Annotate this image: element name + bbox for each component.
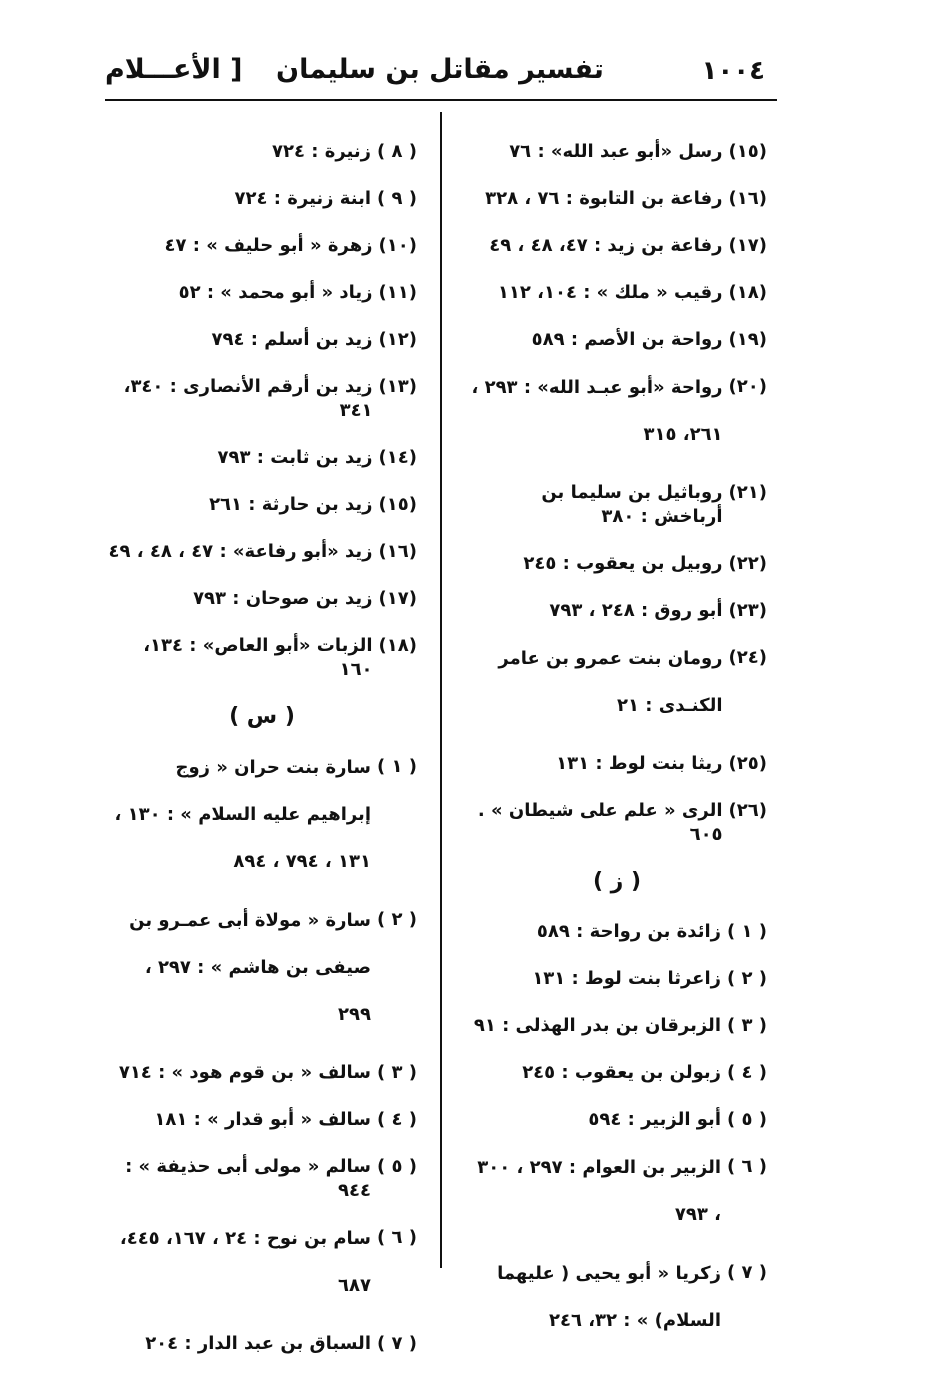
- letter-heading: ( س ): [229, 704, 295, 729]
- section-title: [ الأعـــلام: [105, 54, 243, 85]
- entry-text: رفاعة بن زيد : ٤٧، ٤٨ ، ٤٩: [489, 235, 723, 256]
- entry-text: سام بن نوح : ٢٤ ، ١٦٧، ٤٤٥، ٦٨٧: [119, 1228, 371, 1296]
- entry-number: (١٦): [728, 188, 767, 209]
- index-entry: [107, 281, 417, 305]
- index-entry: [107, 1108, 417, 1132]
- index-entry: [467, 1014, 767, 1038]
- entry-text: زيد بن أرقم الأنصارى : ٣٤٠، ٣٤١: [123, 376, 373, 421]
- entry-text: ابنة زنيرة : ٧٢٤: [234, 188, 371, 209]
- entry-text: أبو الزبير : ٥٩٤: [588, 1109, 721, 1130]
- index-entry: [467, 281, 767, 305]
- index-entry: [107, 1226, 417, 1309]
- entry-text: زكريا « أبو يحيى ( عليهما السلام) » : ٣٢، ٢٤٦: [497, 1263, 721, 1331]
- index-entry: [107, 755, 417, 885]
- entry-text: سالف « بن قوم هود » : ٧١٤: [118, 1062, 371, 1083]
- entry-text: رفاعة بن التابوة : ٧٦ ، ٣٢٨: [485, 188, 723, 209]
- right-column: [467, 140, 767, 1367]
- entry-text: الزبير بن العوام : ٢٩٧ ، ٣٠٠ ، ٧٩٣: [477, 1157, 721, 1225]
- entry-number: ( ١ ): [727, 921, 767, 942]
- entry-text: زهرة « أبو حليف » : ٤٧: [164, 235, 373, 256]
- index-entry: [107, 446, 417, 470]
- index-entry: [107, 1155, 417, 1203]
- index-entry: [107, 493, 417, 517]
- index-entry: [467, 646, 767, 729]
- entry-number: ( ٢ ): [727, 968, 767, 989]
- letter-heading: ( ز ): [592, 869, 642, 894]
- entry-text: زيد «أبو رفاعة» : ٤٧ ، ٤٨ ، ٤٩: [108, 541, 373, 562]
- entry-number: ( ٥ ): [727, 1109, 767, 1130]
- entry-number: (١١): [378, 282, 417, 303]
- entry-text: الزبرقان بن بدر الهذلى : ٩١: [473, 1015, 721, 1036]
- index-entry: [467, 328, 767, 352]
- entry-number: (١٤): [378, 447, 417, 468]
- entry-number: (١٢): [378, 329, 417, 350]
- entry-number: (٢٠): [728, 376, 767, 397]
- entry-text: زاعرثا بنت لوط : ١٣١: [532, 968, 721, 989]
- index-entry: [107, 1061, 417, 1085]
- entry-text: زيد بن ثابت : ٧٩٣: [217, 447, 373, 468]
- entry-number: ( ٤ ): [727, 1062, 767, 1083]
- entry-text: سارة بنت حران « زوج إبراهيم عليه السلام » : ١٣٠ ، ١٣١ ، ٧٩٤ ، ٨٩٤: [114, 757, 371, 872]
- entry-number: ( ٩ ): [377, 188, 417, 209]
- index-entry: [107, 140, 417, 164]
- index-entry: [107, 634, 417, 682]
- entry-number: ( ٧ ): [727, 1262, 767, 1283]
- page-header: [105, 52, 775, 98]
- entry-number: (١٣): [378, 376, 417, 397]
- index-entry: [467, 140, 767, 164]
- index-entry: [107, 1332, 417, 1356]
- entry-text: زنيرة : ٧٢٤: [272, 141, 371, 162]
- index-entry: [107, 587, 417, 611]
- entry-number: (١٥): [378, 494, 417, 515]
- entry-number: (١٨): [728, 282, 767, 303]
- entry-text: رقيب « ملك » : ١٠٤، ١١٢: [497, 282, 723, 303]
- entry-text: سالم « مولى أبى حذيفة » : ٩٤٤: [125, 1156, 371, 1201]
- entry-number: ( ٣ ): [727, 1015, 767, 1036]
- entry-text: روباثيل بن سليما بن أرباخش : ٣٨٠: [541, 482, 723, 527]
- entry-text: سارة « مولاة أبى عمـرو بن صيفى بن هاشم » : ٢٩٧ ، ٢٩٩: [129, 910, 371, 1025]
- index-entry: [467, 375, 767, 458]
- entry-text: الزبات «أبو العاص» : ١٣٤، ١٦٠: [143, 635, 373, 680]
- entry-number: (٢٥): [728, 753, 767, 774]
- entry-text: زياد « أبو محمد » : ٥٢: [178, 282, 373, 303]
- entry-number: (١٩): [728, 329, 767, 350]
- entry-text: زيد بن حارثة : ٢٦١: [209, 494, 373, 515]
- index-entry: [107, 328, 417, 352]
- entry-text: رواحة «أبو عبـد الله» : ٢٩٣ ، ٢٦١، ٣١٥: [471, 377, 723, 445]
- index-entry: [467, 1261, 767, 1344]
- entry-text: زيد بن أسلم : ٧٩٤: [211, 329, 373, 350]
- index-entry: [107, 234, 417, 258]
- index-entry: [467, 967, 767, 991]
- entry-number: (١٧): [378, 588, 417, 609]
- entry-text: ريثا بنت لوط : ١٣١: [556, 753, 723, 774]
- entry-text: رواحة بن الأصم : ٥٨٩: [531, 329, 723, 350]
- left-column: [107, 140, 417, 1379]
- entry-text: السباق بن عبد الدار : ٢٠٤: [145, 1333, 371, 1354]
- entry-number: (١٦): [378, 541, 417, 562]
- entry-text: زائدة بن رواحة : ٥٨٩: [536, 921, 721, 942]
- entry-number: ( ١ ): [377, 756, 417, 777]
- entry-number: (٢٤): [728, 647, 767, 668]
- entry-number: ( ٧ ): [377, 1333, 417, 1354]
- index-entry: [467, 1108, 767, 1132]
- index-entry: [467, 234, 767, 258]
- entry-number: (٢٣): [728, 600, 767, 621]
- entry-number: ( ٤ ): [377, 1109, 417, 1130]
- entry-text: روبيل بن يعقوب : ٢٤٥: [523, 553, 723, 574]
- entry-number: ( ٦ ): [377, 1227, 417, 1248]
- entry-number: (١٠): [378, 235, 417, 256]
- index-entry: [467, 920, 767, 944]
- entry-text: أبو روق : ٢٤٨ ، ٧٩٣: [549, 600, 723, 621]
- index-entry: [107, 908, 417, 1038]
- index-entry: [467, 599, 767, 623]
- index-entry: [467, 1061, 767, 1085]
- index-entry: [467, 552, 767, 576]
- index-entry: [467, 481, 767, 529]
- entry-number: ( ٥ ): [377, 1156, 417, 1177]
- entry-number: (١٧): [728, 235, 767, 256]
- index-entry: [107, 375, 417, 423]
- entry-text: رومان بنت عمرو بن عامر الكنـدى : ٢١: [498, 648, 723, 716]
- column-divider: [440, 112, 442, 1268]
- entry-text: زبولن بن يعقوب : ٢٤٥: [522, 1062, 721, 1083]
- entry-text: الرى « علم على شيطان » . ٦٠٥: [477, 800, 723, 845]
- entry-number: ( ٣ ): [377, 1062, 417, 1083]
- entry-number: (٢٦): [728, 800, 767, 821]
- index-entry: [107, 187, 417, 211]
- entry-number: (٢١): [728, 482, 767, 503]
- index-entry: [467, 752, 767, 776]
- entry-text: زيد بن صوحان : ٧٩٣: [193, 588, 373, 609]
- index-entry: [467, 799, 767, 847]
- entry-text: رسل «أبو عبد الله» : ٧٦: [509, 141, 723, 162]
- index-entry: [467, 1155, 767, 1238]
- entry-number: ( ٦ ): [727, 1156, 767, 1177]
- page-number: ١٠٠٤: [701, 56, 765, 86]
- entry-number: (١٨): [378, 635, 417, 656]
- running-title: تفسير مقاتل بن سليمان: [276, 54, 604, 85]
- entry-number: (٢٢): [728, 553, 767, 574]
- index-entry: [467, 187, 767, 211]
- index-entry: [107, 540, 417, 564]
- entry-number: (١٥): [728, 141, 767, 162]
- entry-number: ( ٨ ): [377, 141, 417, 162]
- entry-number: ( ٢ ): [377, 909, 417, 930]
- header-rule: [105, 99, 777, 101]
- entry-text: سالف « أبو قدار » : ١٨١: [154, 1109, 371, 1130]
